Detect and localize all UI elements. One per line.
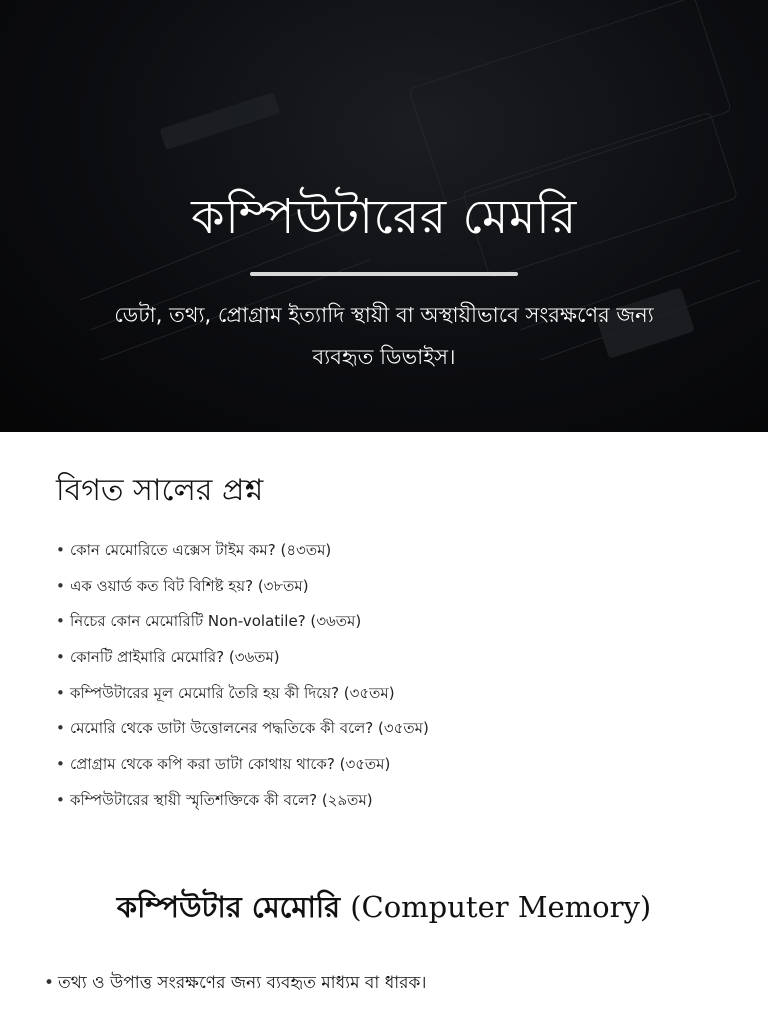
- bullet-icon: •: [56, 576, 65, 595]
- memory-definition-list: [44, 966, 744, 1000]
- bullet-icon: •: [56, 790, 65, 809]
- past-questions-list: [56, 536, 716, 822]
- question-text: কম্পিউটারের স্থায়ী স্মৃতিশক্তিকে কী বলে? (২৯তম): [70, 790, 373, 809]
- page-title: কম্পিউটারের মেমরি: [191, 189, 577, 245]
- title-divider: [250, 272, 518, 276]
- list-item: [56, 714, 716, 750]
- list-item: [56, 679, 716, 715]
- question-text: কম্পিউটারের মূল মেমোরি তৈরি হয় কী দিয়ে? (৩৫তম): [70, 683, 395, 702]
- question-text: মেমোরি থেকে ডাটা উত্তোলনের পদ্ধতিকে কী বলে? (৩৫তম): [70, 719, 429, 738]
- bullet-icon: •: [56, 683, 65, 702]
- list-item: [56, 536, 716, 572]
- computer-memory-heading: [0, 880, 768, 934]
- question-text: এক ওয়ার্ড কত বিট বিশিষ্ট হয়? (৩৮তম): [70, 576, 309, 595]
- bullet-icon: •: [44, 973, 55, 993]
- list-item: [56, 643, 716, 679]
- heading-bengali: কম্পিউটার মেমোরি: [116, 890, 341, 924]
- hero-banner: [0, 0, 768, 432]
- page-subtitle: ডেটা, তথ্য, প্রোগ্রাম ইত্যাদি স্থায়ী বা অস্থায়ীভাবে সংরক্ষণের জন্য ব্যবহৃত ডিভাইস।: [114, 303, 654, 369]
- list-item: [56, 750, 716, 786]
- heading-english: (Computer Memory): [350, 890, 652, 924]
- bullet-icon: •: [56, 719, 65, 738]
- list-item: [56, 572, 716, 608]
- list-item: [56, 607, 716, 643]
- list-item: [56, 786, 716, 822]
- question-text: প্রোগ্রাম থেকে কপি করা ডাটা কোথায় থাকে? (৩৫তম): [70, 755, 391, 774]
- definition-text: তথ্য ও উপাত্ত সংরক্ষণের জন্য ব্যবহৃত মাধ্যম বা ধারক।: [58, 973, 427, 993]
- bullet-icon: •: [56, 541, 65, 559]
- bullet-icon: •: [56, 612, 65, 631]
- question-text: কোন মেমোরিতে এক্সেস টাইম কম? (৪৩তম): [70, 541, 332, 559]
- list-item: [44, 966, 744, 1000]
- past-questions-heading: বিগত সালের প্রশ্ন: [56, 473, 264, 508]
- bullet-icon: •: [56, 755, 65, 774]
- question-text: কোনটি প্রাইমারি মেমোরি? (৩৬তম): [70, 648, 280, 667]
- question-text: নিচের কোন মেমোরিটি Non-volatile? (৩৬তম): [70, 612, 362, 631]
- bullet-icon: •: [56, 648, 65, 667]
